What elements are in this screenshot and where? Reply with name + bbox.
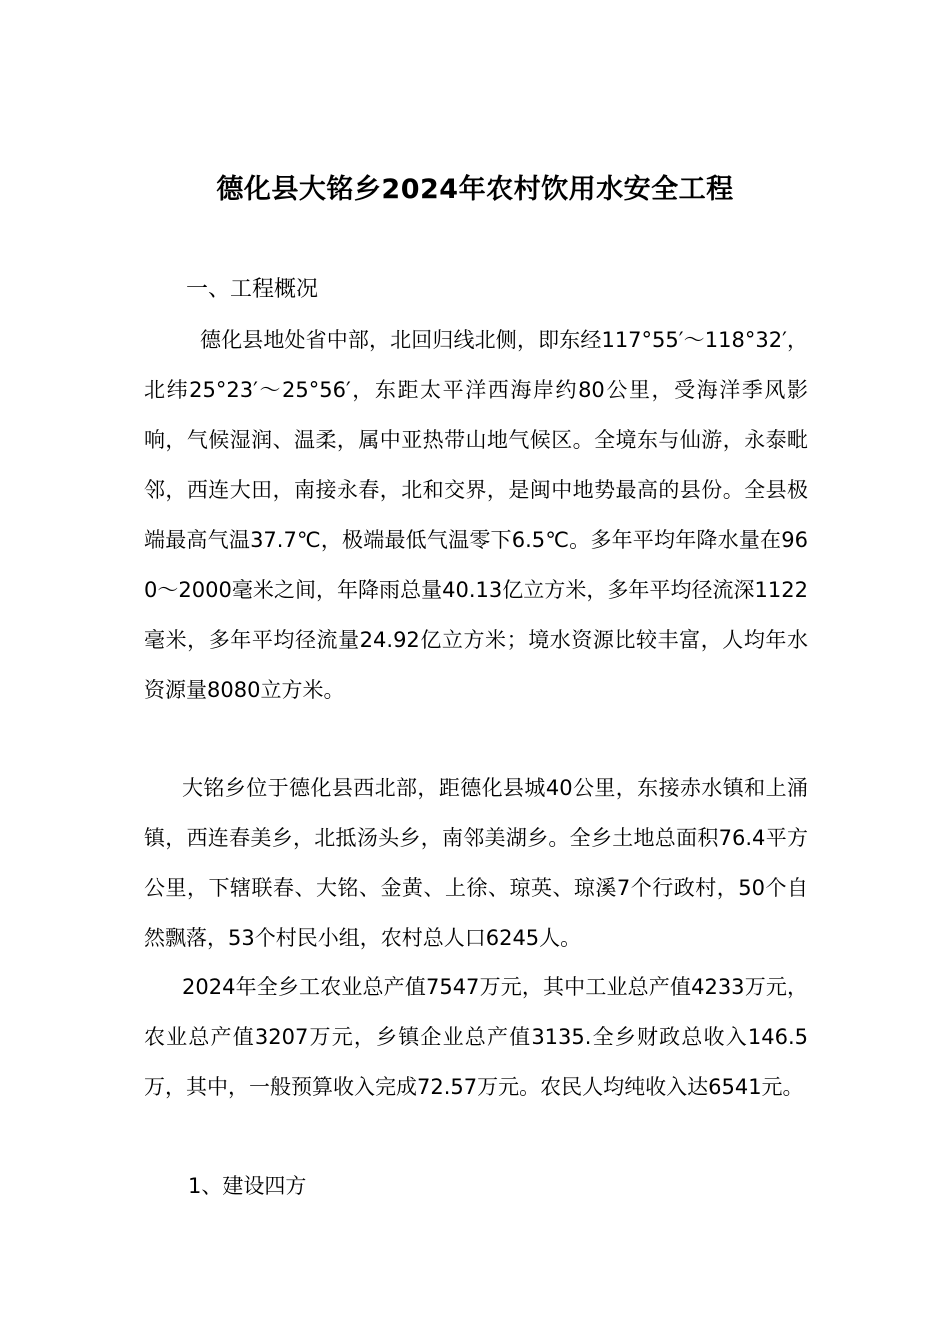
document-title: 德化县大铭乡2024年农村饮用水安全工程 (216, 174, 734, 205)
sub-heading-construction: 1、建设四方 (188, 1174, 307, 1198)
paragraph-geography: 德化县地处省中部，北回归线北侧，即东经117°55′～118°32′，北纬25°23′～25°56′，东距太平洋西海岸约80公里，受海洋季风影响，气候湿润、温柔，属中亚热带山地气候区。全境东与仙游，永泰毗邻，西连大田，南接永春，北和交界，是闽中地势最高的县份。全县极端最高气温37.7℃，极端最低气温零下6.5℃。多年平均年降水量在960～2000毫米之间，年降雨总量40.13亿立方米，多年平均径流深1122毫米，多年平均径流量24.92亿立方米；境水资源比较丰富，人均年水资源量8080立方米。 (144, 328, 808, 702)
paragraph-township: 大铭乡位于德化县西北部，距德化县城40公里，东接赤水镇和上涌镇，西连春美乡，北抵汤头乡，南邻美湖乡。全乡土地总面积76.4平方公里，下辖联春、大铭、金黄、上徐、琼英、琼溪7个行政村，50个自然飘落，53个村民小组，农村总人口6245人。 (144, 776, 808, 950)
section-heading-overview: 一、工程概况 (186, 277, 319, 302)
paragraph-economy: 2024年全乡工农业总产值7547万元，其中工业总产值4233万元，农业总产值3207万元，乡镇企业总产值3135.全乡财政总收入146.5万，其中，一般预算收入完成72.57万元。农民人均纯收入达6541元。 (144, 975, 808, 1099)
